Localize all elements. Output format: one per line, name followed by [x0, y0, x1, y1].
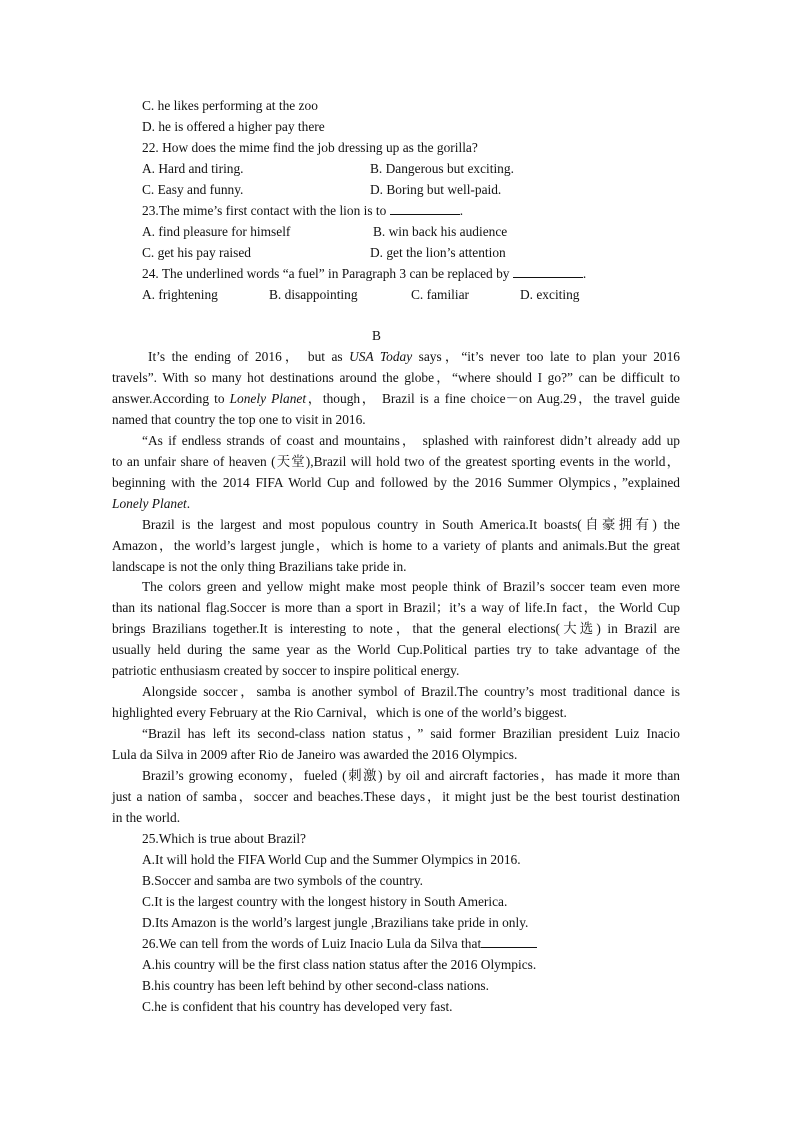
para4-line5: patriotic enthusiasm created by soccer to inspire political energy. — [112, 663, 460, 678]
q24-stem-end: . — [582, 266, 587, 281]
para3-line3: landscape is not the only thing Brazilians take pride in. — [112, 559, 407, 574]
para2-line1: “As if endless strands of coast and mountains， splashed with rainforest didn’t already add up — [142, 433, 680, 448]
q23-stem-end: . — [459, 203, 464, 218]
para1-line4: named that country the top one to visit in 2016. — [112, 412, 366, 427]
q25-stem: 25.Which is true about Brazil? — [142, 831, 306, 846]
para2-line4-end: . — [186, 496, 191, 511]
q24-answer-blank — [513, 266, 583, 278]
q24-option-b: B. disappointing — [269, 287, 358, 302]
q25-option-a: A.It will hold the FIFA World Cup and the Summer Olympics in 2016. — [142, 852, 521, 867]
q23-option-c: C. get his pay raised — [142, 245, 251, 260]
q22-option-d: D. Boring but well-paid. — [370, 182, 502, 197]
q26-option-c: C.he is confident that his country has developed very fast. — [142, 999, 453, 1014]
para1-text-b: says，“it’s never too late to plan your 2016 — [412, 349, 680, 364]
para4-line4: usually held during the same year as the World Cup.Political parties try to take advantage of the — [112, 642, 680, 657]
q23-answer-blank — [390, 203, 460, 215]
q24-stem — [142, 266, 586, 282]
q25-option-b: B.Soccer and samba are two symbols of the country. — [142, 873, 424, 888]
section-heading: B — [372, 328, 381, 343]
q24-option-d: D. exciting — [520, 287, 580, 302]
q23-option-b: B. win back his audience — [373, 224, 508, 239]
q22-option-c: C. Easy and funny. — [142, 182, 244, 197]
para2-line3: beginning with the 2014 FIFA World Cup and followed by the 2016 Summer Olympics，”explained — [112, 475, 680, 490]
q25-option-d: D.Its Amazon is the world’s largest jungle ,Brazilians take pride in only. — [142, 915, 529, 930]
q21-option-c: C. he likes performing at the zoo — [142, 98, 318, 113]
para7-line1: Brazil’s growing economy，fueled (刺激) by oil and aircraft factories，has made it more than — [142, 768, 680, 783]
para3-line2: Amazon，the world’s largest jungle，which is home to a variety of plants and animals.But the great — [112, 538, 680, 553]
source-usa-today: USA Today — [349, 349, 413, 364]
q26-option-b: B.his country has been left behind by other second-class nations. — [142, 978, 489, 993]
q24-option-c: C. familiar — [411, 287, 470, 302]
para1-line1 — [148, 349, 680, 365]
para5-line1: Alongside soccer，samba is another symbol of Brazil.The country’s most traditional dance is — [142, 684, 680, 699]
q26-option-a: A.his country will be the first class nation status after the 2016 Olympics. — [142, 957, 537, 972]
q26-stem — [142, 936, 537, 952]
para2-line4 — [112, 496, 190, 512]
para6-line2: Lula da Silva in 2009 after Rio de Janeiro was awarded the 2016 Olympics. — [112, 747, 518, 762]
q25-option-c: C.It is the largest country with the longest history in South America. — [142, 894, 508, 909]
q22-option-b: B. Dangerous but exciting. — [370, 161, 514, 176]
para1-line3 — [112, 391, 680, 407]
para7-line3: in the world. — [112, 810, 181, 825]
q23-option-d: D. get the lion’s attention — [370, 245, 506, 260]
q23-stem-text: 23.The mime’s first contact with the lion is to — [142, 203, 387, 218]
para1-line3-a: answer.According to — [112, 391, 230, 406]
para4-line3: brings Brazilians together.It is interesting to note，that the general elections(大选) in Brazil are — [112, 621, 680, 636]
q24-option-a: A. frightening — [142, 287, 218, 302]
para1-line2: travels”. With so many hot destinations around the globe，“where should I go?” can be difficult to — [112, 370, 680, 385]
para1-text-a: It’s the ending of 2016， but as — [148, 349, 350, 364]
q22-stem: 22. How does the mime find the job dressing up as the gorilla? — [142, 140, 478, 155]
q23-stem — [142, 203, 463, 219]
para7-line2: just a nation of samba，soccer and beaches.These days，it might just be the best tourist destination — [112, 789, 680, 804]
source-lonely-planet: Lonely Planet — [229, 391, 307, 406]
para4-line1: The colors green and yellow might make most people think of Brazil’s soccer team even more — [142, 579, 680, 594]
para2-line2: to an unfair share of heaven (天堂),Brazil will hold two of the greatest sporting events in the world， — [112, 454, 680, 469]
para3-line1: Brazil is the largest and most populous country in South America.It boasts(自豪拥有) the — [142, 517, 680, 532]
q26-stem-text: 26.We can tell from the words of Luiz Inacio Lula da Silva that — [142, 936, 482, 951]
q22-option-a: A. Hard and tiring. — [142, 161, 244, 176]
q24-stem-text: 24. The underlined words “a fuel” in Paragraph 3 can be replaced by — [142, 266, 510, 281]
para4-line2: than its national flag.Soccer is more than a sport in Brazil；it’s a way of life.In fact，the World Cup — [112, 600, 680, 615]
para5-line2: highlighted every February at the Rio Carnival，which is one of the world’s biggest. — [112, 705, 567, 720]
q26-answer-blank — [481, 936, 537, 948]
source-lonely-planet-2: Lonely Planet — [112, 496, 187, 511]
para6-line1: “Brazil has left its second-class nation status，” said former Brazilian president Luiz Inacio — [142, 726, 680, 741]
q23-option-a: A. find pleasure for himself — [142, 224, 291, 239]
q21-option-d: D. he is offered a higher pay there — [142, 119, 325, 134]
para1-line3-b: ，though， Brazil is a fine choice－on Aug.29，the travel guide — [306, 391, 680, 406]
